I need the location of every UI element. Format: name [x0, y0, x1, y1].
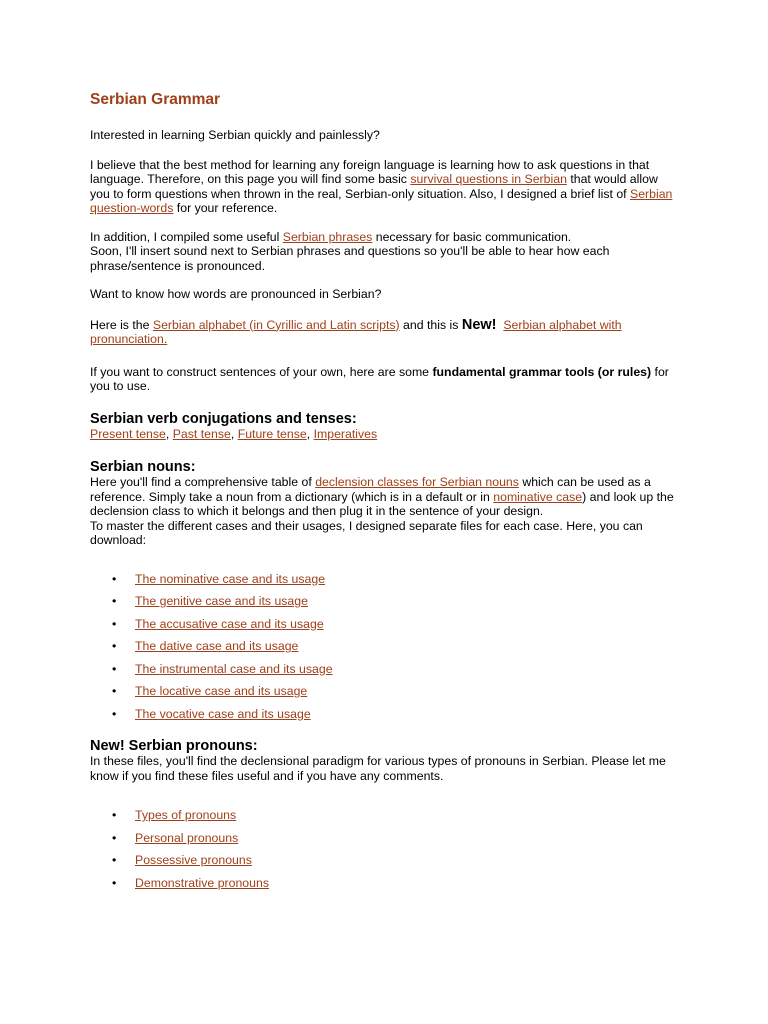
pronoun-link-personal[interactable]: Personal pronouns	[135, 830, 239, 845]
bold-text: fundamental grammar tools (or rules)	[432, 364, 652, 379]
paragraph-text: that would allow you to form questions when thrown in the real, Serbian-only situation. Also, I designed a brief list of	[90, 172, 658, 201]
present-tense-link[interactable]: Present tense	[90, 426, 166, 441]
serbian-phrases-link[interactable]: Serbian phrases	[282, 229, 373, 244]
imperatives-link[interactable]: Imperatives	[313, 426, 378, 441]
paragraph-text: for your reference.	[173, 201, 278, 215]
past-tense-link[interactable]: Past tense	[172, 426, 231, 441]
list-item	[90, 876, 680, 891]
pronounce-question: Want to know how words are pronounced in Serbian?	[90, 287, 382, 301]
link-separator: ,	[306, 426, 314, 441]
verbs-heading: Serbian verb conjugations and tenses:	[90, 410, 357, 427]
paragraph-questions	[90, 158, 680, 216]
case-link-nominative[interactable]: The nominative case and its usage	[135, 571, 326, 586]
document-content	[90, 90, 680, 890]
nominative-case-link[interactable]: nominative case	[493, 489, 583, 504]
list-item	[90, 572, 680, 587]
case-link-locative[interactable]: The locative case and its usage	[135, 684, 308, 698]
paragraph-text: and this is	[399, 317, 462, 332]
paragraph-text: If you want to construct sentences of your own, here are some	[90, 364, 433, 379]
paragraph-alphabet	[90, 318, 680, 347]
paragraph-pronouns: In these files, you'll find the declensional paradigm for various types of pronouns in Serbian. Please let me know if you find these files useful and if you have any comments.	[90, 754, 666, 783]
list-item	[90, 684, 680, 699]
future-tense-link[interactable]: Future tense	[237, 426, 307, 441]
paragraph-text: ) and look up the declension class to which it belongs and then plug it in the sentence of your design.	[90, 489, 674, 518]
alphabet-scripts-link[interactable]: Serbian alphabet (in Cyrillic and Latin scripts)	[152, 317, 400, 332]
paragraph-text: To master the different cases and their usages, I designed separate files for each case. Here, you can download:	[90, 518, 643, 547]
question-words-link[interactable]: Serbian question-words	[90, 186, 673, 215]
list-item	[90, 853, 680, 868]
cases-list	[90, 572, 680, 722]
list-item	[90, 617, 680, 632]
paragraph-text: Here is the	[90, 317, 153, 332]
pronouns-heading: New! Serbian pronouns:	[90, 738, 258, 754]
pronouns-list	[90, 808, 680, 890]
paragraph-phrases	[90, 230, 680, 274]
paragraph-tools	[90, 365, 680, 394]
paragraph-nouns	[90, 475, 680, 548]
pronoun-link-types[interactable]: Types of pronouns	[135, 808, 237, 822]
page-title: Serbian Grammar	[90, 91, 221, 108]
declension-classes-link[interactable]: declension classes for Serbian nouns	[315, 475, 519, 489]
case-link-dative[interactable]: The dative case and its usage	[135, 639, 299, 653]
list-item	[90, 639, 680, 654]
intro-question: Interested in learning Serbian quickly and painlessly?	[90, 128, 380, 142]
list-item	[90, 707, 680, 722]
case-link-genitive[interactable]: The genitive case and its usage	[135, 594, 308, 608]
link-separator: ,	[165, 426, 173, 441]
alphabet-pronunciation-link[interactable]: Serbian alphabet with pronunciation.	[90, 317, 622, 346]
link-separator: ,	[230, 426, 238, 441]
verbs-links	[90, 427, 680, 442]
case-link-vocative[interactable]: The vocative case and its usage	[135, 706, 311, 721]
list-item	[90, 831, 680, 846]
paragraph-text: I believe that the best method for learning any foreign language is learning how to ask questions in that language. Therefore, on this page you will find some basic	[90, 157, 650, 186]
paragraph-text: which can be used as a reference. Simply take a noun from a dictionary (which is in a default or in	[90, 475, 651, 504]
new-badge: New!	[461, 316, 497, 333]
paragraph-text: necessary for basic communication.	[372, 229, 572, 244]
paragraph-text: In addition, I compiled some useful	[90, 229, 283, 244]
list-item	[90, 808, 680, 823]
paragraph-text: for you to use.	[90, 364, 669, 393]
list-item	[90, 594, 680, 609]
pronoun-link-possessive[interactable]: Possessive pronouns	[135, 853, 252, 867]
case-link-accusative[interactable]: The accusative case and its usage	[135, 616, 324, 631]
case-link-instrumental[interactable]: The instrumental case and its usage	[135, 661, 333, 676]
list-item	[90, 662, 680, 677]
paragraph-text: Here you'll find a comprehensive table of	[90, 475, 316, 489]
pronoun-link-demonstrative[interactable]: Demonstrative pronouns	[135, 875, 269, 890]
paragraph-text: Soon, I'll insert sound next to Serbian phrases and questions so you'll be able to hear how each phrase/sentence is pronounced.	[90, 244, 610, 273]
survival-questions-link[interactable]: survival questions in Serbian	[410, 172, 567, 186]
nouns-heading: Serbian nouns:	[90, 459, 196, 475]
